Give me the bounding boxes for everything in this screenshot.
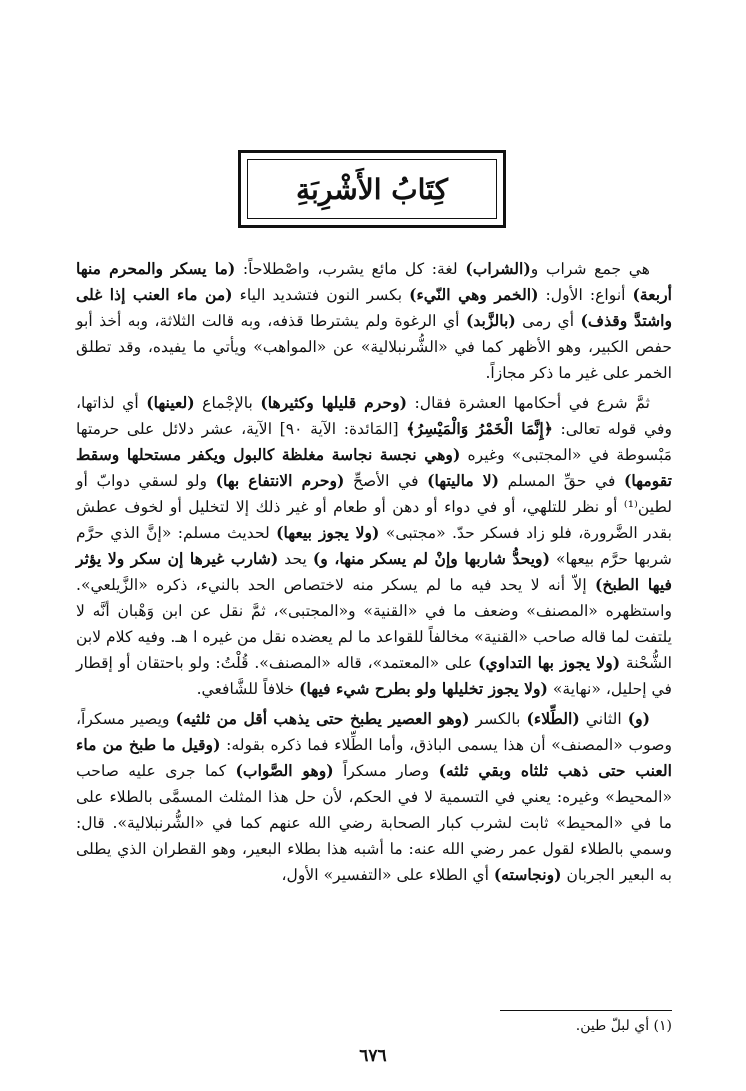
commentary-text: وصار مسكراً [333, 762, 439, 780]
chapter-title: كِتَابُ الأَشْرِبَةِ [296, 172, 448, 206]
commentary-text: أي لذاتها، وفي قوله تعالى: [76, 394, 672, 438]
commentary-text: أي الرغوة ولم يشترطا قذفه، وبه قالت الثلاثة، وبه أخذ أبو حفص الكبير، وهو الأظهر كما في «الشُّرنبلالية» عن «المواهب» ويأتي ما يفيده، وقد تطلق الخمر على غير ما ذكر مجازاً. [76, 312, 672, 382]
matn-text: (من ماء العنب إذا غلى واشتدَّ وقذف) [76, 285, 672, 330]
commentary-text: ثمَّ شرع في أحكامها العشرة فقال: [407, 394, 651, 412]
commentary-text: على «المعتمد»، قاله «المصنف». قُلْتُ: ولو باحتقان أو إقطار في إحليل، «نهاية» [76, 654, 672, 698]
matn-text: (ويحدُّ شاربها وإنْ لم يسكر منها، و) [312, 549, 550, 568]
commentary-text: في حقِّ المسلم [499, 472, 625, 490]
matn-text: (وهي نجسة نجاسة مغلظة كالبول ويكفر مستحلها وسقط تقومها) [76, 445, 672, 490]
matn-text: (ونجاسته) [493, 865, 562, 884]
commentary-text: لغة: كل مائع يشرب، واصْطلاحاً: [235, 260, 466, 278]
matn-text: (الخمر وهي النّيء) [409, 285, 539, 304]
title-frame [238, 150, 506, 228]
matn-text: (ولا يجوز بها التداوي) [478, 653, 621, 672]
commentary-text: أي رمى [515, 312, 581, 330]
main-text [76, 256, 672, 892]
matn-text: (ولا يجوز بيعها) [276, 523, 380, 542]
commentary-text: ⁽¹⁾ [623, 498, 638, 516]
matn-text: (وهو العصير يطبخ حتى يذهب أقل من ثلثيه) [175, 709, 470, 728]
commentary-text: في الأصحِّ [344, 472, 428, 490]
matn-text: (ما يسكر والمحرم منها أربعة) [76, 259, 672, 304]
paragraph [76, 706, 672, 888]
matn-text: (الشراب) [465, 259, 531, 278]
paragraph [76, 256, 672, 386]
commentary-text: بكسر النون فتشديد الياء [232, 286, 410, 304]
matn-text: (لعينها) [146, 393, 195, 412]
commentary-text: هي جمع شراب و [530, 260, 650, 278]
commentary-text: أو نظر للتلهي، أو في دواء أو دهن أو طعام أو غير ذلك إلا لتخليل أو لخوف عطش بقدر الضَّرورة، فلو زاد فسكر حدّ. «مجتبى» [76, 498, 672, 542]
commentary-text: يحد [278, 550, 313, 568]
commentary-text: [المَائدة: الآية ٩٠] الآية، عشر دلائل على حرمتها مَبْسوطة في «المجتبى» وغيره [76, 420, 672, 464]
commentary-text: كما جرى عليه صاحب «المحيط» وغيره: يعني في التسمية لا في الحكم، لأن حل هذا المثلث المسمَّى بالطلاء على ما في «المحيط» ثابت لشرب كبار الصحابة رضي الله عنهم كما في «الشُّرنبلالية». قال: وسمي بالطلاء لقول عمر رضي الله عنه: ما أشبه هذا بطلاء البعير، وهو القطران الذي يطلى به البعير الجربان [76, 762, 672, 884]
matn-text: (وحرم قليلها وكثيرها) [260, 393, 407, 412]
matn-text: (وهو الصَّواب) [235, 761, 334, 780]
commentary-text: ولو لسقي دوابّ أو لطين [76, 472, 672, 516]
commentary-text: خلافاً للشَّافعي. [196, 680, 300, 698]
commentary-text: الثاني [579, 710, 628, 728]
matn-text: (لا ماليتها) [427, 471, 500, 490]
matn-text: ﴿إِنَّمَا الْخَمْرُ وَالْمَيْسِرُ﴾ [406, 419, 553, 438]
footnote-separator [500, 1010, 672, 1011]
commentary-text: أي الطلاء على «التفسير» الأول، [281, 866, 494, 884]
matn-text: (ولا يجوز تخليلها ولو بطرح شيء فيها) [299, 679, 548, 698]
page-number: ٦٧٦ [359, 1046, 387, 1066]
title-frame-inner [247, 159, 497, 219]
matn-text: (وحرم الانتفاع بها) [215, 471, 345, 490]
paragraph [76, 390, 672, 702]
commentary-text: بالكسر [469, 710, 527, 728]
commentary-text: أنواع: الأول: [538, 286, 633, 304]
commentary-text: إلاّ أنه لا يحد فيه ما لم يسكر منه لاختصاص الحد بالنيء، ذكره «الزَّيلعي». واستظهره «المصنف» وضعف ما في «القنية» و«المجتبى»، ثمَّ نقل عن ابن وَهْبان أنَّه لا يلتفت لما قاله صاحب «القنية» مخالفاً للقواعد ما لم يعضده نقل من غيره ا هـ. وفيه كلام لابن الشُّحْنة [75, 576, 672, 672]
commentary-text: لحديث مسلم: «إنَّ الذي حرَّم شربها حرَّم بيعها» [76, 524, 672, 568]
commentary-text: ويصير مسكراً، وصوب «المصنف» أن هذا يسمى الباذق، وأما الطِّلاء فما ذكره بقوله: [76, 710, 672, 754]
matn-text: (و) [627, 709, 650, 728]
matn-text: (الطِّلاء) [526, 709, 580, 728]
matn-text: (وقيل ما طبخ من ماء العنب حتى ذهب ثلثاه وبقي ثلثه) [76, 735, 672, 780]
matn-text: (شارب غيرها إن سكر ولا يؤثر فيها الطبخ) [76, 549, 672, 594]
matn-text: (بالزَّبد) [465, 311, 516, 330]
commentary-text: بالإجْماع [194, 394, 261, 412]
footnote: (١) أي لبلّ طين. [575, 1018, 672, 1034]
